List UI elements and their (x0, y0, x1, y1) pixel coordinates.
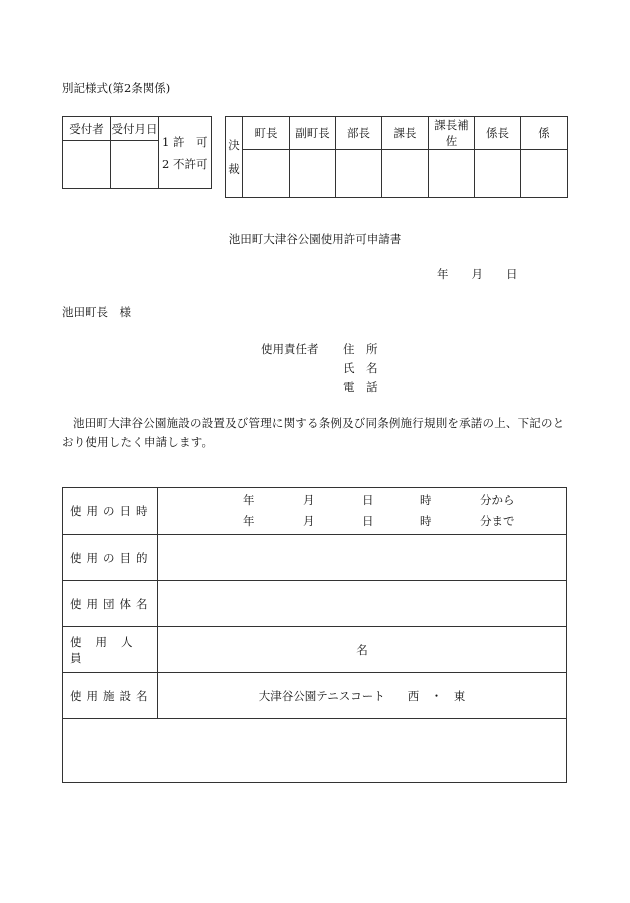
applicant-phone-label: 電 話 (343, 380, 378, 394)
applicant-name-label: 氏 名 (343, 361, 378, 375)
permission-choice (159, 117, 212, 189)
applicant-address-label: 住 所 (343, 342, 378, 356)
role-director: 部長 (336, 117, 382, 150)
reception-date-cell[interactable] (111, 141, 159, 189)
datetime-cell[interactable] (158, 488, 567, 535)
stamp-subsection-chief[interactable] (475, 150, 521, 198)
people-cell[interactable] (158, 627, 567, 673)
decision-label-bottom: 裁 (228, 162, 240, 176)
application-date: 年 月 日 (437, 267, 518, 281)
usage-table (62, 487, 567, 783)
role-assistant-chief: 課長補佐 (429, 117, 475, 150)
choice-permit: 1 許 可 (162, 134, 208, 149)
stamp-staff[interactable] (521, 150, 568, 198)
document-title: 池田町大津谷公園使用許可申請書 (228, 232, 402, 246)
to-month: 月 (303, 514, 315, 528)
from-year: 年 (243, 493, 255, 507)
role-subsection-chief: 係長 (475, 117, 521, 150)
form-label: 別記様式(第2条関係) (62, 81, 171, 95)
people-label: 使用人員 (63, 627, 158, 673)
to-hour: 時 (420, 514, 432, 528)
stamp-deputy-mayor[interactable] (290, 150, 336, 198)
facility-value: 大津谷公園テニスコート 西 ・ 東 (258, 688, 466, 703)
role-deputy-mayor: 副町長 (290, 117, 336, 150)
datetime-from-row (158, 492, 566, 512)
purpose-label: 使用の目的 (63, 535, 158, 581)
receiver-cell[interactable] (63, 141, 111, 189)
stamp-assistant-chief[interactable] (429, 150, 475, 198)
decision-label-top: 決 (228, 138, 240, 152)
role-section-chief: 課長 (382, 117, 429, 150)
reception-date-header: 受付月日 (111, 117, 159, 141)
role-staff: 係 (521, 117, 568, 150)
datetime-to-row (158, 513, 566, 533)
stamp-section-chief[interactable] (382, 150, 429, 198)
to-day: 日 (362, 514, 374, 528)
notes-cell[interactable] (63, 719, 567, 783)
stamp-mayor[interactable] (243, 150, 290, 198)
addressee: 池田町長 様 (62, 305, 131, 319)
facility-label: 使用施設名 (63, 673, 158, 719)
stamp-director[interactable] (336, 150, 382, 198)
datetime-label: 使用の日時 (63, 488, 158, 535)
facility-cell[interactable] (158, 673, 567, 719)
to-suffix: 分まで (480, 514, 515, 528)
choice-deny: 2 不許可 (162, 156, 208, 171)
from-suffix: 分から (480, 493, 515, 507)
from-hour: 時 (420, 493, 432, 507)
applicant-label: 使用責任者 (261, 342, 319, 356)
approval-table (225, 116, 568, 198)
group-label: 使用団体名 (63, 581, 158, 627)
decision-label (226, 117, 243, 198)
reception-table (62, 116, 212, 189)
from-day: 日 (362, 493, 374, 507)
application-statement: 池田町大津谷公園施設の設置及び管理に関する条例及び同条例施行規則を承諾の上、下記のとおり使用したく申請します。 (62, 416, 565, 449)
from-month: 月 (303, 493, 315, 507)
purpose-cell[interactable] (158, 535, 567, 581)
people-unit: 名 (356, 642, 368, 657)
receiver-header: 受付者 (63, 117, 111, 141)
role-mayor: 町長 (243, 117, 290, 150)
to-year: 年 (243, 514, 255, 528)
group-cell[interactable] (158, 581, 567, 627)
